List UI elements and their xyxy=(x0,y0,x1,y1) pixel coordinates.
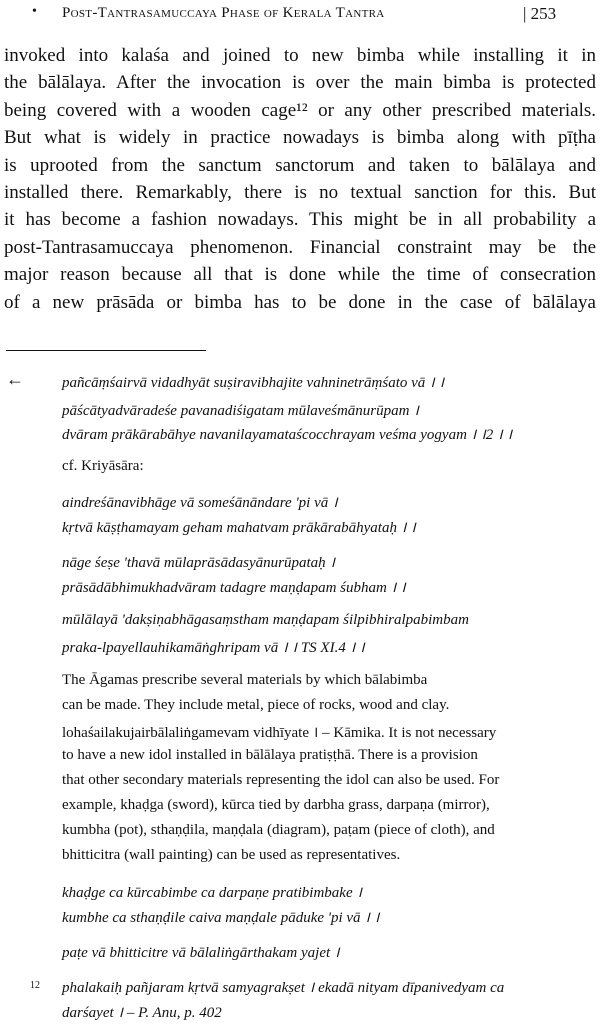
footnote-separator xyxy=(6,350,206,351)
main-text xyxy=(4,42,596,316)
verse-line: pāścātyadvāradeśe pavanadiśigatam mūlaveśmānurūpam । xyxy=(62,403,419,419)
verse-line: paṭe vā bhitticitre vā bālaliṅgārthakam yajet । xyxy=(62,945,340,961)
main-line: installed there. Remarkably, there is no textual sanction for this. But xyxy=(4,182,596,204)
verse-line: dvāram prākārabāhye navanilayamataścocchrayam veśma yogyam । ।2 । । xyxy=(62,427,513,443)
main-line: invoked into kalaśa and joined to new bimba while installing it in xyxy=(4,45,596,66)
verse-line: kumbhe ca sthaṇḍile caiva maṇḍale pāduke 'pi vā । । xyxy=(62,910,380,926)
note-para-line: example, khaḍga (sword), kūrca tied by darbha grass, darpaṇa (mirror), xyxy=(62,797,490,813)
note-para-line: The Āgamas prescribe several materials by which bālabimba xyxy=(62,672,428,688)
note-para-line: kumbha (pot), sthaṇḍila, maṇḍala (diagram), paṭam (piece of cloth), and xyxy=(62,822,495,838)
verse-line: khaḍge ca kūrcabimbe ca darpaṇe pratibimbake । xyxy=(62,885,363,901)
main-line: of a new prāsāda or bimba has to be done in the case of bālālaya xyxy=(4,291,596,313)
running-header xyxy=(0,2,600,24)
note-para-line: that other secondary materials representing the idol can also be used. For xyxy=(62,772,500,788)
verse-line: mūlālayā 'dakṣiṇabhāgasaṃstham maṇḍapam śilpibhiralpabimbam xyxy=(62,612,469,628)
main-line: being covered with a wooden cage¹² or any other prescribed materials. xyxy=(4,99,596,121)
verse-line: nāge śeṣe 'thavā mūlaprāsādasyānurūpataḥ । xyxy=(62,555,336,571)
main-line: the bālālaya. After the invocation is over the main bimba is protected xyxy=(4,72,596,94)
footnote-line: darśayet । – P. Anu, p. 402 xyxy=(62,1005,222,1021)
page-number: | 253 xyxy=(523,4,557,23)
note-para-line: can be made. They include metal, piece of rocks, wood and clay. xyxy=(62,697,450,713)
note-para-line: to have a new idol installed in bālālaya pratiṣṭhā. There is a provision xyxy=(62,747,478,763)
main-line: it has become a fashion nowadays. This might be in all probability a xyxy=(4,209,596,231)
note-para-line: lohaśailakujairbālaliṅgamevam vidhīyate । – Kāmika. It is not necessary xyxy=(62,725,497,741)
footnote-marker: 12 xyxy=(30,980,40,991)
cf-label: cf. Kriyāsāra: xyxy=(62,458,144,474)
verse-line: prāsādābhimukhadvāram tadagre maṇḍapam śubham । । xyxy=(62,580,406,596)
note-para-line: bhitticitra (wall painting) can be used as representatives. xyxy=(62,847,401,863)
header-dot: • xyxy=(32,4,37,19)
verse-line: aindreśānavibhāge vā someśānāndare 'pi vā । xyxy=(62,495,338,511)
main-line: But what is widely in practice nowadays is bimba along with pīṭha xyxy=(4,127,596,149)
main-line: major reason because all that is done while the time of consecration xyxy=(4,264,596,286)
continuation-arrow-icon: ← xyxy=(6,369,24,389)
main-line: post-Tantrasamuccaya phenomenon. Financial constraint may be the xyxy=(4,236,596,258)
verse-line: pañcāṃśairvā vidadhyāt suṣiravibhajite vahninetrāṃśato vā । । xyxy=(62,375,445,391)
footnote-line: phalakaiḥ pañjaram kṛtvā samyagrakṣet । ekadā nityam dīpanivedyam ca xyxy=(62,980,505,996)
header-title: Post-Tantrasamuccaya Phase of Kerala Tantra xyxy=(62,5,385,21)
main-line: is uprooted from the sanctum sanctorum and taken to bālālaya and xyxy=(4,154,596,176)
verse-line: praka-lpayellauhikamāṅghripam vā । । TS XI.4 । । xyxy=(62,640,365,656)
verse-line: kṛtvā kāṣṭhamayam geham mahatvam prākārabāhyataḥ । । xyxy=(62,520,416,536)
